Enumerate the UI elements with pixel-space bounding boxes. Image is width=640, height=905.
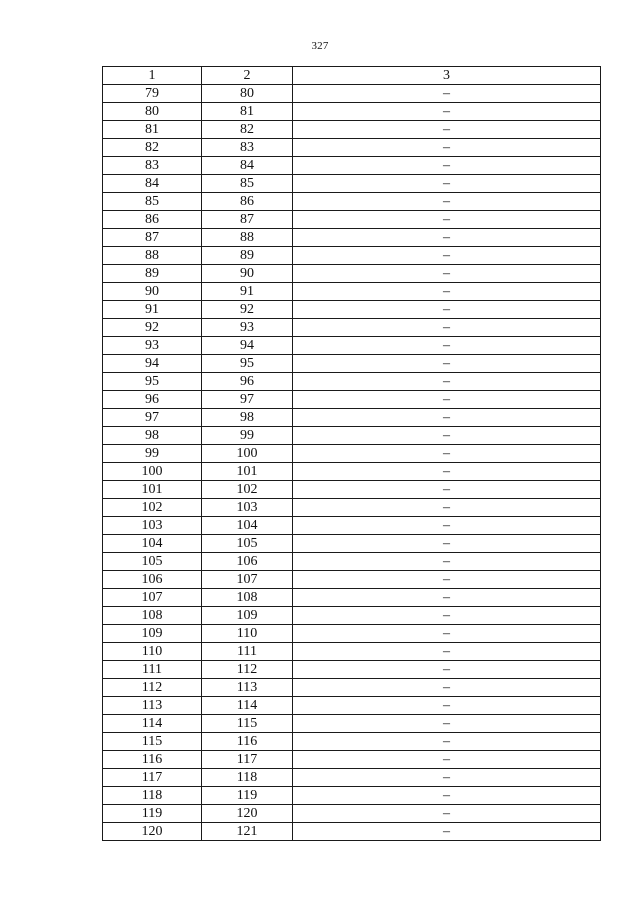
table-row: [103, 715, 601, 733]
table-cell-col3: –: [293, 247, 601, 265]
table-cell-col2: 82: [202, 121, 293, 139]
table-row: [103, 121, 601, 139]
table-row: [103, 283, 601, 301]
table-row: [103, 607, 601, 625]
table-row: [103, 589, 601, 607]
table-cell-col2: 104: [202, 517, 293, 535]
table-cell-col3: –: [293, 193, 601, 211]
table-cell-col1: 115: [103, 733, 202, 751]
table-cell-col2: 102: [202, 481, 293, 499]
table-row: [103, 373, 601, 391]
table-cell-col3: –: [293, 85, 601, 103]
table-row: [103, 103, 601, 121]
table-cell-col2: 99: [202, 427, 293, 445]
table-cell-col2: 95: [202, 355, 293, 373]
table-cell-col1: 83: [103, 157, 202, 175]
table-cell-col2: 121: [202, 823, 293, 841]
table-cell-col2: 85: [202, 175, 293, 193]
table-cell-col2: 103: [202, 499, 293, 517]
table-cell-col3: –: [293, 715, 601, 733]
table-row: [103, 661, 601, 679]
table-cell-col2: 91: [202, 283, 293, 301]
table-cell-col2: 84: [202, 157, 293, 175]
table-cell-col1: 92: [103, 319, 202, 337]
table-cell-col3: –: [293, 571, 601, 589]
table-cell-col1: 118: [103, 787, 202, 805]
table-cell-col3: –: [293, 733, 601, 751]
table-cell-col1: 82: [103, 139, 202, 157]
table-cell-col2: 117: [202, 751, 293, 769]
table-cell-col3: –: [293, 463, 601, 481]
table-cell-col3: –: [293, 103, 601, 121]
table-cell-col2: 120: [202, 805, 293, 823]
table-cell-col3: –: [293, 265, 601, 283]
table-cell-col2: 110: [202, 625, 293, 643]
table-row: [103, 571, 601, 589]
table-cell-col1: 89: [103, 265, 202, 283]
table-cell-col2: 114: [202, 697, 293, 715]
table-body: [103, 85, 601, 841]
table-row: [103, 499, 601, 517]
table-cell-col2: 118: [202, 769, 293, 787]
table-cell-col3: –: [293, 643, 601, 661]
table-header-row: [103, 67, 601, 85]
table-cell-col3: –: [293, 625, 601, 643]
table-cell-col3: –: [293, 211, 601, 229]
table-cell-col3: –: [293, 661, 601, 679]
table-cell-col2: 96: [202, 373, 293, 391]
table-row: [103, 823, 601, 841]
table-cell-col3: –: [293, 787, 601, 805]
table-row: [103, 553, 601, 571]
table-cell-col1: 86: [103, 211, 202, 229]
table-cell-col1: 95: [103, 373, 202, 391]
table-cell-col2: 113: [202, 679, 293, 697]
table-cell-col3: –: [293, 445, 601, 463]
table-row: [103, 319, 601, 337]
table-cell-col1: 114: [103, 715, 202, 733]
table-cell-col3: –: [293, 805, 601, 823]
table-cell-col3: –: [293, 679, 601, 697]
table-cell-col1: 120: [103, 823, 202, 841]
table-cell-col1: 93: [103, 337, 202, 355]
table-cell-col3: –: [293, 301, 601, 319]
table-cell-col3: –: [293, 751, 601, 769]
table-row: [103, 697, 601, 715]
table-row: [103, 157, 601, 175]
table-cell-col1: 110: [103, 643, 202, 661]
table-cell-col3: –: [293, 517, 601, 535]
table-cell-col3: –: [293, 391, 601, 409]
table-cell-col1: 108: [103, 607, 202, 625]
table-row: [103, 193, 601, 211]
table-cell-col2: 119: [202, 787, 293, 805]
table-row: [103, 211, 601, 229]
table-row: [103, 247, 601, 265]
table-cell-col1: 117: [103, 769, 202, 787]
table-cell-col1: 79: [103, 85, 202, 103]
table-cell-col1: 116: [103, 751, 202, 769]
table-row: [103, 517, 601, 535]
table-row: [103, 229, 601, 247]
data-table: [102, 66, 601, 841]
table-row: [103, 769, 601, 787]
table-cell-col1: 105: [103, 553, 202, 571]
table-row: [103, 85, 601, 103]
table-row: [103, 805, 601, 823]
table-cell-col2: 88: [202, 229, 293, 247]
table-cell-col3: –: [293, 319, 601, 337]
table-cell-col2: 105: [202, 535, 293, 553]
table-cell-col2: 101: [202, 463, 293, 481]
table-cell-col1: 101: [103, 481, 202, 499]
table-cell-col2: 89: [202, 247, 293, 265]
table-row: [103, 139, 601, 157]
table-cell-col3: –: [293, 427, 601, 445]
table-row: [103, 301, 601, 319]
table-cell-col1: 90: [103, 283, 202, 301]
table-cell-col2: 98: [202, 409, 293, 427]
table-cell-col2: 81: [202, 103, 293, 121]
table-row: [103, 643, 601, 661]
table-cell-col1: 87: [103, 229, 202, 247]
table-cell-col2: 100: [202, 445, 293, 463]
table-cell-col2: 107: [202, 571, 293, 589]
table-cell-col2: 97: [202, 391, 293, 409]
column-header-3: 3: [293, 67, 601, 85]
table-cell-col1: 100: [103, 463, 202, 481]
table-cell-col1: 88: [103, 247, 202, 265]
table-cell-col1: 104: [103, 535, 202, 553]
table-cell-col2: 108: [202, 589, 293, 607]
table-row: [103, 787, 601, 805]
table-cell-col2: 112: [202, 661, 293, 679]
table-cell-col1: 97: [103, 409, 202, 427]
table-row: [103, 481, 601, 499]
table-cell-col3: –: [293, 229, 601, 247]
table-cell-col3: –: [293, 535, 601, 553]
table-cell-col2: 86: [202, 193, 293, 211]
table-cell-col3: –: [293, 823, 601, 841]
table-row: [103, 265, 601, 283]
table-cell-col2: 87: [202, 211, 293, 229]
page-number: 327: [311, 40, 329, 52]
table-cell-col2: 116: [202, 733, 293, 751]
table-cell-col3: –: [293, 409, 601, 427]
table-row: [103, 463, 601, 481]
table-cell-col2: 115: [202, 715, 293, 733]
table-cell-col3: –: [293, 481, 601, 499]
table-row: [103, 751, 601, 769]
table-cell-col3: –: [293, 499, 601, 517]
table-cell-col1: 102: [103, 499, 202, 517]
table-row: [103, 427, 601, 445]
table-row: [103, 733, 601, 751]
table-cell-col1: 81: [103, 121, 202, 139]
table-row: [103, 625, 601, 643]
table-row: [103, 391, 601, 409]
table-cell-col3: –: [293, 373, 601, 391]
table-cell-col1: 80: [103, 103, 202, 121]
table-row: [103, 445, 601, 463]
table-cell-col3: –: [293, 697, 601, 715]
table-cell-col3: –: [293, 553, 601, 571]
table-cell-col3: –: [293, 769, 601, 787]
column-header-1: 1: [103, 67, 202, 85]
column-header-2: 2: [202, 67, 293, 85]
table-cell-col2: 106: [202, 553, 293, 571]
table-cell-col3: –: [293, 589, 601, 607]
table-cell-col3: –: [293, 175, 601, 193]
table-cell-col1: 85: [103, 193, 202, 211]
table-cell-col3: –: [293, 139, 601, 157]
table-cell-col2: 80: [202, 85, 293, 103]
table-cell-col1: 112: [103, 679, 202, 697]
table-cell-col2: 109: [202, 607, 293, 625]
table-row: [103, 175, 601, 193]
table-cell-col3: –: [293, 157, 601, 175]
table-cell-col1: 119: [103, 805, 202, 823]
table-cell-col3: –: [293, 121, 601, 139]
table-cell-col1: 91: [103, 301, 202, 319]
table-cell-col3: –: [293, 283, 601, 301]
table-cell-col2: 83: [202, 139, 293, 157]
table-cell-col1: 106: [103, 571, 202, 589]
table-cell-col1: 107: [103, 589, 202, 607]
table-cell-col3: –: [293, 337, 601, 355]
table-cell-col1: 103: [103, 517, 202, 535]
table-cell-col3: –: [293, 607, 601, 625]
table-cell-col2: 94: [202, 337, 293, 355]
table-cell-col2: 111: [202, 643, 293, 661]
table-cell-col1: 98: [103, 427, 202, 445]
table-cell-col1: 94: [103, 355, 202, 373]
table-cell-col1: 113: [103, 697, 202, 715]
table-cell-col2: 92: [202, 301, 293, 319]
table-row: [103, 355, 601, 373]
table-row: [103, 679, 601, 697]
table-cell-col1: 111: [103, 661, 202, 679]
table-cell-col2: 90: [202, 265, 293, 283]
table-cell-col1: 99: [103, 445, 202, 463]
table-row: [103, 409, 601, 427]
table-cell-col1: 84: [103, 175, 202, 193]
table-row: [103, 337, 601, 355]
table-cell-col3: –: [293, 355, 601, 373]
table-cell-col2: 93: [202, 319, 293, 337]
table-cell-col1: 96: [103, 391, 202, 409]
table-row: [103, 535, 601, 553]
table-cell-col1: 109: [103, 625, 202, 643]
